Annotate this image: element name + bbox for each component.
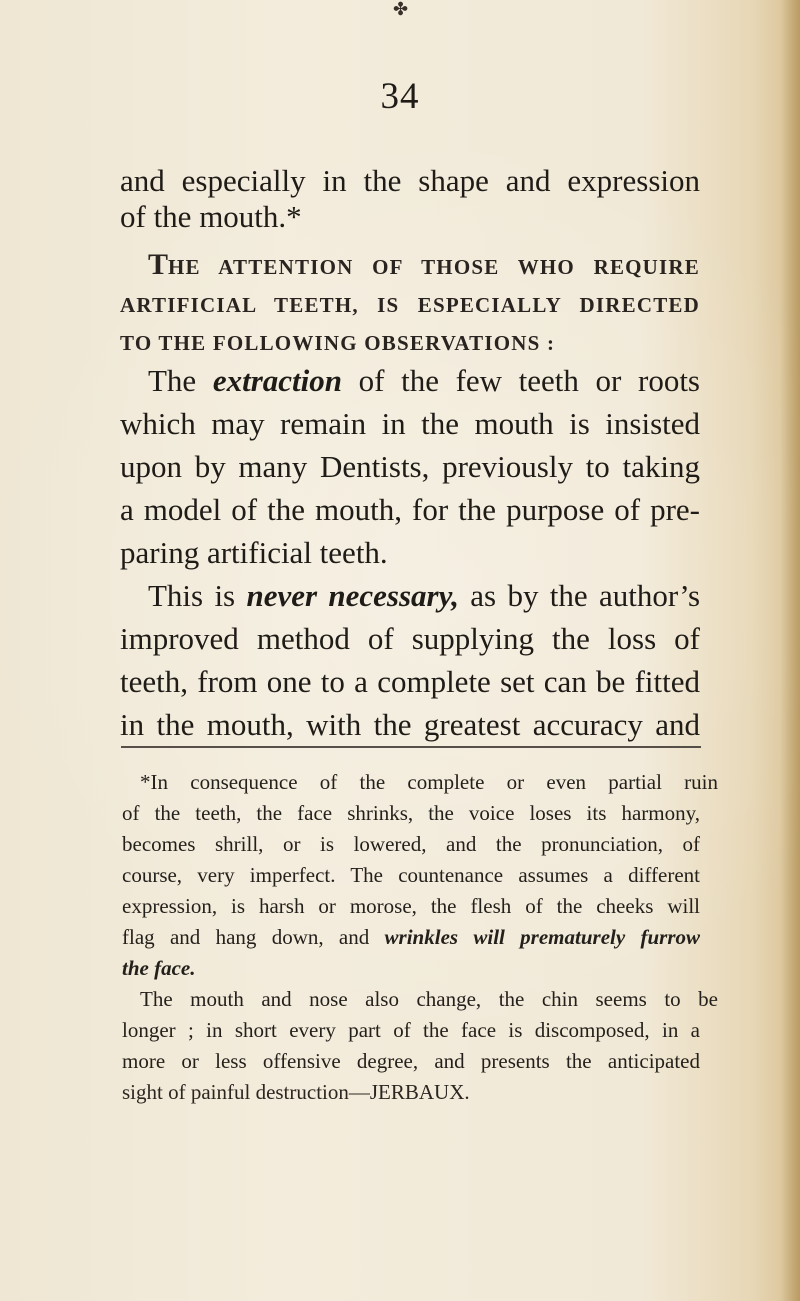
footnote-line-5: expression, is harsh or morose, the flesh of the cheeks will [122,894,700,918]
body-line-9: a model of the mouth, for the purpose of pre- [120,492,700,527]
footnote-line-9: longer ; in short every part of the face is discomposed, in a [122,1018,700,1042]
body-line-11 [120,578,700,614]
footnote-divider [121,746,701,748]
body-line-10: paring artificial teeth. [120,535,388,570]
body-line-6-end: of the few teeth or roots [342,363,700,398]
body-line-6 [120,363,700,399]
caps-line-1-rest: HE ATTENTION OF THOSE WHO REQUIRE [168,255,700,279]
footnote-line-6 [122,925,700,949]
page-number: 34 [380,76,420,117]
footnote-line-7 [122,956,700,980]
footnote-line-6-start: flag and hang down, and [122,925,385,949]
body-line-13: teeth, from one to a complete set can be fitted [120,664,700,699]
footnote-line-1: *In consequence of the complete or even partial ruin [140,770,718,794]
body-line-7: which may remain in the mouth is insisted [120,406,700,441]
page-edge-shadow [780,0,800,1301]
body-line-11-end: as by the author’s [458,578,701,613]
body-line-14: in the mouth, with the greatest accuracy and [120,707,700,742]
body-line-12: improved method of supplying the loss of [120,621,700,656]
body-line-2: of the mouth.* [120,199,302,234]
body-line-1: and especially in the shape and expression [120,163,700,198]
caps-line-3: TO THE FOLLOWING OBSERVATIONS : [120,331,556,355]
body-line-6-start: The [148,363,213,398]
wrinkles-emphasis: wrinkles will prematurely furrow [384,925,700,949]
footnote-line-2: of the teeth, the face shrinks, the voice loses its harmony, [122,801,700,825]
footnote-line-11: sight of painful destruction—JERBAUX. [122,1080,470,1104]
footnote-line-3: becomes shrill, or is lowered, and the pronunciation, of [122,832,700,856]
the-face-emphasis: the face. [122,956,196,980]
extraction-emphasis: extraction [212,363,342,398]
footnote-line-8: The mouth and nose also change, the chin seems to be [140,987,718,1011]
caps-initial: T [148,248,169,281]
caps-line-2: ARTIFICIAL TEETH, IS ESPECIALLY DIRECTED [120,293,700,317]
never-necessary-emphasis: never necessary, [246,578,459,613]
footnote-line-10: more or less offensive degree, and presents the anticipated [122,1049,700,1073]
body-line-11-start: This is [148,578,247,613]
caps-line-1 [120,248,700,281]
top-ornament-mark: ✤ [393,0,409,19]
body-line-8: upon by many Dentists, previously to taking [120,449,700,484]
footnote-line-4: course, very imperfect. The countenance assumes a different [122,863,700,887]
